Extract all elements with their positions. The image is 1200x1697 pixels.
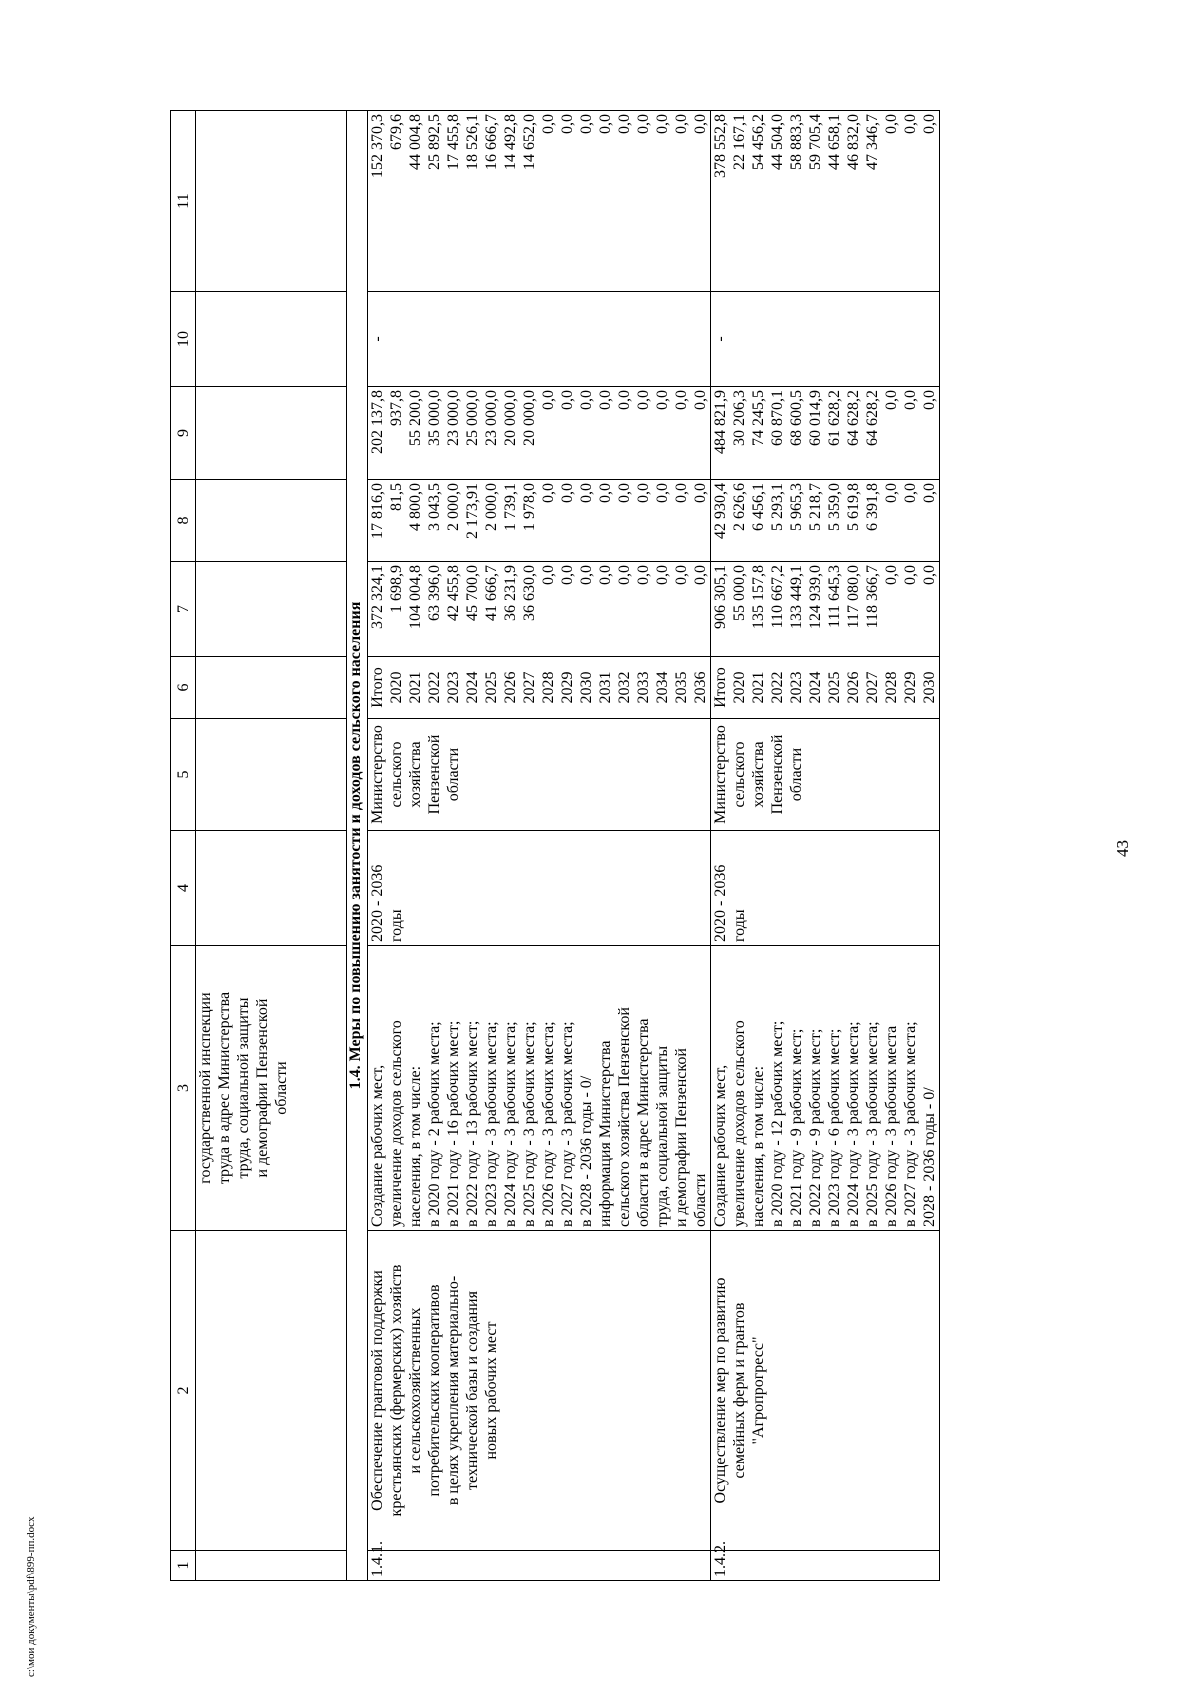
funding-federal-line: 0,0 (654, 483, 671, 503)
funding-regional-line: 60 014,9 (807, 390, 824, 446)
funding-total-line: 63 396,0 (426, 565, 443, 621)
funding-total-line: 0,0 (902, 565, 919, 585)
funding-total-line: 118 366,7 (864, 565, 881, 629)
funding-extrabudgetary-line: 0,0 (616, 114, 633, 134)
funding-total-line: 0,0 (578, 565, 595, 585)
funding-regional-line: 0,0 (616, 390, 633, 410)
funding-federal-line: 0,0 (921, 483, 938, 503)
funding-total-line: 104 004,8 (407, 565, 424, 629)
column-header: 7 (171, 562, 196, 657)
measure-years-line: 2022 (426, 671, 443, 704)
measure-years-line: 2026 (845, 671, 862, 704)
measure-indicator-line: в 2020 году - 12 рабочих мест; (769, 1020, 786, 1227)
funding-total-line: 45 700,0 (464, 565, 481, 621)
column-header: 2 (171, 1231, 196, 1551)
funding-total (368, 562, 711, 657)
funding-regional-line: 0,0 (902, 390, 919, 410)
funding-federal-line: 1 978,0 (521, 483, 538, 531)
funding-extrabudgetary-line: 44 504,0 (769, 114, 786, 170)
funding-total-line: 41 666,7 (483, 565, 500, 621)
measure-indicator (368, 946, 711, 1231)
measure-period-line: годы (731, 909, 748, 942)
measure-name-line: в целях укрепления материально- (445, 1275, 462, 1506)
measure-executor-line: области (788, 747, 805, 802)
measure-indicator-line: информация Министерства (597, 1040, 614, 1227)
funding-extrabudgetary-line: 46 832,0 (845, 114, 862, 170)
measure-years-line: 2028 (540, 671, 557, 704)
column-header: 4 (171, 831, 196, 946)
measure-years-line: Итого (712, 667, 729, 708)
measure-executor-line: сельского (731, 741, 748, 808)
funding-regional-line: 202 137,8 (369, 390, 386, 454)
measure-indicator-line: и демографии Пензенской (673, 1048, 690, 1227)
funding-extrabudgetary-line: 0,0 (540, 114, 557, 134)
funding-regional-line: 0,0 (540, 390, 557, 410)
funding-federal-line: 6 391,8 (864, 483, 881, 531)
funding-total-line: 117 080,0 (845, 565, 862, 629)
column-header: 8 (171, 480, 196, 562)
measure-period-line: 2020 - 2036 (712, 864, 729, 942)
funding-regional-line: 68 600,5 (788, 390, 805, 446)
funding-extrabudgetary (711, 111, 940, 292)
funding-extrabudgetary-line: 44 004,8 (407, 114, 424, 170)
measure-years-line: 2025 (483, 671, 500, 704)
funding-extrabudgetary-line: 18 526,1 (464, 114, 481, 170)
measure-indicator-line: в 2025 году - 3 рабочих места; (521, 1021, 538, 1227)
funding-extrabudgetary-line: 14 492,8 (502, 114, 519, 170)
funding-regional-line: 0,0 (597, 390, 614, 410)
funding-extrabudgetary-line: 59 705,4 (807, 114, 824, 170)
measure-indicator-line: в 2021 году - 16 рабочих мест; (445, 1020, 462, 1227)
measure-name-line: и сельскохозяйственных (407, 1307, 424, 1474)
funding-regional-line: 55 200,0 (407, 390, 424, 446)
measure-indicator (711, 946, 940, 1231)
funding-total-line: 0,0 (559, 565, 576, 585)
measure-years-line: 2029 (559, 671, 576, 704)
funding-extrabudgetary-line: 22 167,1 (731, 114, 748, 170)
funding-extrabudgetary-line: 17 455,8 (445, 114, 462, 170)
measure-executor-line: сельского (388, 741, 405, 808)
measure-years-line: 2024 (464, 671, 481, 704)
funding-regional-line: 23 000,0 (483, 390, 500, 446)
funding-total-line: 1 698,9 (388, 565, 405, 613)
measure-executor-line: Пензенской (769, 734, 786, 815)
measure-indicator-line: области в адрес Министерства (635, 1018, 652, 1227)
funding-federal-line: 4 800,0 (407, 483, 424, 531)
measure-period (711, 831, 940, 946)
section-heading-row (347, 111, 368, 1581)
funding-local: - (711, 292, 940, 387)
funding-regional (368, 387, 711, 480)
measure-executor (368, 719, 711, 831)
measure-name-line: новых рабочих мест (483, 1321, 500, 1460)
funding-federal-line: 5 619,8 (845, 483, 862, 531)
funding-regional-line: 484 821,9 (712, 390, 729, 454)
funding-total-line: 135 157,8 (750, 565, 767, 629)
measure-years-line: Итого (369, 667, 386, 708)
section-title: 1.4. Меры по повышению занятости и доходов сельского населения (347, 111, 368, 1581)
measure-executor (711, 719, 940, 831)
funding-total-line: 0,0 (692, 565, 709, 585)
measure-number: 1.4.1. (368, 1551, 711, 1581)
measure-indicator-line: Создание рабочих мест, (712, 1064, 729, 1227)
funding-federal-line: 2 000,0 (445, 483, 462, 531)
funding-total-line: 0,0 (654, 565, 671, 585)
measure-indicator-line: сельского хозяйства Пензенской (616, 1007, 633, 1227)
funding-regional-line: 64 628,2 (845, 390, 862, 446)
measure-indicator-line: Создание рабочих мест, (369, 1064, 386, 1227)
measure-indicator-line: в 2026 году - 3 рабочих места (883, 1025, 900, 1227)
funding-regional-line: 25 000,0 (464, 390, 481, 446)
funding-total-line: 36 630,0 (521, 565, 538, 621)
measure-period (368, 831, 711, 946)
funding-extrabudgetary-line: 0,0 (559, 114, 576, 134)
funding-extrabudgetary-line: 0,0 (902, 114, 919, 134)
funding-extrabudgetary-line: 0,0 (883, 114, 900, 134)
funding-federal-line: 5 218,7 (807, 483, 824, 531)
funding-regional-line: 937,8 (388, 390, 405, 426)
funding-total-line: 36 231,9 (502, 565, 519, 621)
funding-total-line: 0,0 (597, 565, 614, 585)
measure-years-line: 2036 (692, 671, 709, 704)
funding-total-line: 55 000,0 (731, 565, 748, 621)
funding-federal-line: 5 293,1 (769, 483, 786, 531)
measure-indicator-line: в 2026 году - 3 рабочих места; (540, 1021, 557, 1227)
funding-regional-line: 61 628,2 (826, 390, 843, 446)
funding-federal-line: 3 043,5 (426, 483, 443, 531)
funding-extrabudgetary-line: 44 658,1 (826, 114, 843, 170)
measure-indicator-line: в 2027 году - 3 рабочих места; (902, 1021, 919, 1227)
funding-regional-line: 0,0 (673, 390, 690, 410)
funding-extrabudgetary-line: 152 370,3 (369, 114, 386, 178)
funding-regional-line: 0,0 (883, 390, 900, 410)
funding-federal-line: 5 965,3 (788, 483, 805, 531)
measure-years-line: 2029 (902, 671, 919, 704)
funding-total-line: 124 939,0 (807, 565, 824, 629)
measure-years-line: 2024 (807, 671, 824, 704)
measure-row (368, 111, 711, 1581)
funding-extrabudgetary-line: 0,0 (597, 114, 614, 134)
measure-years-line: 2021 (750, 671, 767, 704)
measure-name-line: потребительских кооперативов (426, 1284, 443, 1497)
measure-years-line: 2034 (654, 671, 671, 704)
measure-number: 1.4.2. (711, 1551, 940, 1581)
funding-local: - (368, 292, 711, 387)
funding-extrabudgetary-line: 0,0 (673, 114, 690, 134)
measure-name-line: технической базы и создания (464, 1291, 481, 1490)
measure-indicator-line: увеличение доходов сельского (731, 1020, 748, 1227)
funding-total-line: 906 305,1 (712, 565, 729, 629)
funding-regional-line: 0,0 (559, 390, 576, 410)
funding-total-line: 372 324,1 (369, 565, 386, 629)
measure-years-line: 2031 (597, 671, 614, 704)
measure-name-line: "Агропрогресс" (750, 1336, 767, 1445)
funding-total-line: 133 449,1 (788, 565, 805, 629)
funding-federal-line: 0,0 (673, 483, 690, 503)
funding-federal-line: 2 173,91 (464, 483, 481, 539)
measure-indicator-line: населения, в том числе: (407, 1065, 424, 1227)
funding-federal-line: 0,0 (883, 483, 900, 503)
funding-federal-line: 0,0 (635, 483, 652, 503)
measure-name-line: Осуществление мер по развитию (712, 1277, 729, 1504)
funding-federal-line: 0,0 (540, 483, 557, 503)
measure-indicator-line: населения, в том числе: (750, 1065, 767, 1227)
measure-row (711, 111, 940, 1581)
measure-name-line: крестьянских (фермерских) хозяйств (388, 1264, 405, 1517)
measure-indicator-line: в 2024 году - 3 рабочих места; (845, 1021, 862, 1227)
funding-regional-line: 60 870,1 (769, 390, 786, 446)
measure-executor-line: хозяйства (407, 741, 424, 808)
funding-regional-line: 20 000,0 (521, 390, 538, 446)
funding-regional-line: 35 000,0 (426, 390, 443, 446)
column-header: 6 (171, 657, 196, 719)
funding-regional-line: 0,0 (654, 390, 671, 410)
funding-federal-line: 0,0 (578, 483, 595, 503)
funding-federal-line: 5 359,0 (826, 483, 843, 531)
measure-name (368, 1231, 711, 1551)
measure-indicator-line: 2028 - 2036 годы - 0/ (921, 1087, 938, 1227)
measure-years-line: 2032 (616, 671, 633, 704)
column-header: 3 (171, 946, 196, 1231)
funding-federal-line: 0,0 (902, 483, 919, 503)
funding-total-line: 111 645,3 (826, 565, 843, 628)
funding-federal-line: 0,0 (597, 483, 614, 503)
measure-executor-line: Министерство (369, 725, 386, 824)
measure-years-line: 2035 (673, 671, 690, 704)
funding-total-line: 0,0 (921, 565, 938, 585)
measure-years-line: 2027 (521, 671, 538, 704)
measure-name (711, 1231, 940, 1551)
funding-regional-line: 0,0 (635, 390, 652, 410)
measure-years-line: 2023 (788, 671, 805, 704)
funding-extrabudgetary-line: 378 552,8 (712, 114, 729, 178)
measure-years-line: 2022 (769, 671, 786, 704)
measure-years-line: 2020 (388, 671, 405, 704)
funding-extrabudgetary-line: 0,0 (635, 114, 652, 134)
funding-federal-line: 42 930,4 (712, 483, 729, 539)
measure-indicator-line: в 2027 году - 3 рабочих места; (559, 1021, 576, 1227)
measure-executor-line: Пензенской (426, 734, 443, 815)
funding-federal (368, 480, 711, 562)
funding-extrabudgetary-line: 0,0 (654, 114, 671, 134)
measure-indicator-line: в 2022 году - 13 рабочих мест; (464, 1020, 481, 1227)
funding-regional-line: 20 000,0 (502, 390, 519, 446)
funding-federal-line: 2 000,0 (483, 483, 500, 531)
measure-indicator-line: в 2023 году - 6 рабочих мест; (826, 1028, 843, 1227)
measure-indicator-line: труда, социальной защиты (654, 1045, 671, 1227)
measure-years (711, 657, 940, 719)
measure-indicator-line: в 2025 году - 3 рабочих места; (864, 1021, 881, 1227)
measure-indicator-line: в 2028 - 2036 годы - 0/ (578, 1075, 595, 1227)
funding-regional-line: 0,0 (921, 390, 938, 410)
measure-period-line: годы (388, 909, 405, 942)
column-header: 1 (171, 1551, 196, 1581)
funding-total-line: 42 455,8 (445, 565, 462, 621)
column-header: 10 (171, 292, 196, 387)
funding-regional (711, 387, 940, 480)
funding-federal-line: 17 816,0 (369, 483, 386, 539)
funding-regional-line: 64 628,2 (864, 390, 881, 446)
funding-federal-line: 0,0 (616, 483, 633, 503)
funding-total-line: 0,0 (540, 565, 557, 585)
funding-extrabudgetary-line: 47 346,7 (864, 114, 881, 170)
funding-extrabudgetary (368, 111, 711, 292)
funding-federal-line: 81,5 (388, 483, 405, 511)
funding-federal-line: 2 626,6 (731, 483, 748, 531)
measure-years-line: 2027 (864, 671, 881, 704)
funding-extrabudgetary-line: 0,0 (578, 114, 595, 134)
measure-years-line: 2033 (635, 671, 652, 704)
funding-extrabudgetary-line: 0,0 (692, 114, 709, 134)
measure-indicator-line: в 2020 году - 2 рабочих места; (426, 1021, 443, 1227)
footer-file-path: c:\мои документы\pdf\899-пп.docx (25, 1516, 37, 1677)
measure-years-line: 2023 (445, 671, 462, 704)
measure-indicator-line: области (692, 1173, 709, 1227)
funding-federal-line: 0,0 (692, 483, 709, 503)
funding-total-line: 0,0 (635, 565, 652, 585)
funding-extrabudgetary-line: 54 456,2 (750, 114, 767, 170)
funding-total-line: 0,0 (673, 565, 690, 585)
funding-federal-line: 6 456,1 (750, 483, 767, 531)
funding-extrabudgetary-line: 0,0 (921, 114, 938, 134)
measure-years-line: 2020 (731, 671, 748, 704)
measure-years (368, 657, 711, 719)
funding-extrabudgetary-line: 16 666,7 (483, 114, 500, 170)
measure-name-line: Обеспечение грантовой поддержки (369, 1270, 386, 1511)
measure-years-line: 2030 (578, 671, 595, 704)
measure-years-line: 2030 (921, 671, 938, 704)
page-number: 43 (1113, 840, 1132, 857)
continuation-text: государственной инспекции труда в адрес Министерства труда, социальной защиты и демографии Пензенской области (196, 946, 347, 1231)
funding-extrabudgetary-line: 25 892,5 (426, 114, 443, 170)
funding-total-line: 0,0 (883, 565, 900, 585)
funding-total-line: 0,0 (616, 565, 633, 585)
measure-years-line: 2025 (826, 671, 843, 704)
column-header: 9 (171, 387, 196, 480)
funding-regional-line: 74 245,5 (750, 390, 767, 446)
program-measures-table (170, 110, 940, 1581)
funding-total-line: 110 667,2 (769, 565, 786, 629)
measure-years-line: 2026 (502, 671, 519, 704)
funding-regional-line: 0,0 (578, 390, 595, 410)
measure-years-line: 2028 (883, 671, 900, 704)
measure-indicator-line: в 2024 году - 3 рабочих места; (502, 1021, 519, 1227)
funding-extrabudgetary-line: 58 883,3 (788, 114, 805, 170)
column-header: 5 (171, 719, 196, 831)
measure-indicator-line: в 2023 году - 3 рабочих места; (483, 1021, 500, 1227)
measure-period-line: 2020 - 2036 (369, 864, 386, 942)
funding-extrabudgetary-line: 14 652,0 (521, 114, 538, 170)
continuation-row (196, 111, 347, 1581)
measure-indicator-line: в 2022 году - 9 рабочих мест; (807, 1028, 824, 1227)
funding-federal-line: 1 739,1 (502, 483, 519, 531)
column-number-row (171, 111, 196, 1581)
measure-name-line: семейных ферм и грантов (731, 1302, 748, 1479)
funding-total (711, 562, 940, 657)
funding-regional-line: 23 000,0 (445, 390, 462, 446)
funding-regional-line: 30 206,3 (731, 390, 748, 446)
measure-executor-line: хозяйства (750, 741, 767, 808)
measure-indicator-line: увеличение доходов сельского (388, 1020, 405, 1227)
funding-extrabudgetary-line: 679,6 (388, 114, 405, 150)
measure-years-line: 2021 (407, 671, 424, 704)
column-header: 11 (171, 111, 196, 292)
funding-regional-line: 0,0 (692, 390, 709, 410)
funding-federal (711, 480, 940, 562)
measure-indicator-line: в 2021 году - 9 рабочих мест; (788, 1028, 805, 1227)
measure-executor-line: Министерство (712, 725, 729, 824)
measure-executor-line: области (445, 747, 462, 802)
funding-federal-line: 0,0 (559, 483, 576, 503)
